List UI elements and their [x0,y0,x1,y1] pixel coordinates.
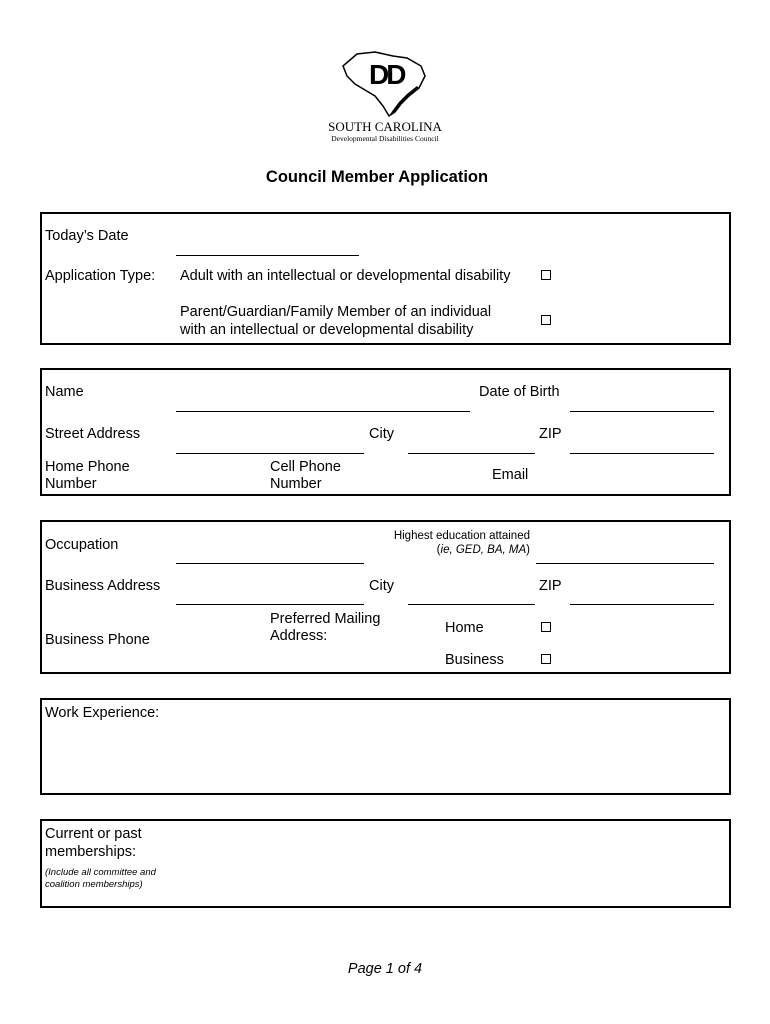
memberships-label-line2: memberships: [45,844,137,860]
zip-label: ZIP [539,426,562,442]
option-adult-checkbox[interactable] [541,270,551,280]
memberships-note-line1: (Include all committee and [45,867,156,878]
memberships-note-line2: coalition memberships) [45,879,143,890]
business-city-field[interactable] [408,604,535,605]
street-address-field[interactable] [176,453,364,454]
occupation-field[interactable] [176,563,364,564]
memberships-label-line1: Current or past [45,826,142,842]
preferred-mailing-label-line1: Preferred Mailing [270,611,381,627]
home-phone-label-line1: Home Phone [45,459,130,475]
city-label: City [369,426,394,442]
mailing-home-checkbox[interactable] [541,622,551,632]
org-name: SOUTH CAROLINA [328,119,442,134]
logo-text: DD [369,59,404,90]
work-experience-label: Work Experience: [45,705,160,721]
cell-phone-label-line2: Number [270,476,322,492]
dob-field[interactable] [570,411,714,412]
mailing-business-label: Business [445,652,504,668]
option-parent-label-line1: Parent/Guardian/Family Member of an individual [180,304,492,320]
business-zip-field[interactable] [570,604,714,605]
todays-date-label: Today’s Date [45,228,129,244]
page-title: Council Member Application [265,168,489,186]
education-label-line1: Highest education attained [393,530,530,542]
name-field[interactable] [176,411,470,412]
occupation-label: Occupation [45,537,119,553]
home-phone-label-line2: Number [45,476,97,492]
todays-date-field[interactable] [176,255,359,256]
mailing-business-checkbox[interactable] [541,654,551,664]
email-label: Email [492,467,529,483]
city-field[interactable] [408,453,535,454]
memberships-section[interactable] [40,819,731,908]
name-label: Name [45,384,84,400]
business-city-label: City [369,578,394,594]
education-examples: ie, GED, BA, MA [440,544,527,556]
option-parent-checkbox[interactable] [541,315,551,325]
option-parent-label-line2: with an intellectual or developmental disability [180,322,474,338]
street-address-label: Street Address [45,426,141,442]
business-address-label: Business Address [45,578,161,594]
option-adult-label: Adult with an intellectual or developmental disability [180,268,511,284]
cell-phone-label-line1: Cell Phone [270,459,341,475]
education-label-line2: (ie, GED, BA, MA) [436,544,530,556]
preferred-mailing-label-line2: Address: [270,628,328,644]
page-number: Page 1 of 4 [347,961,423,977]
business-phone-label: Business Phone [45,632,150,648]
application-type-label: Application Type: [45,268,156,284]
org-logo [335,46,435,120]
org-subtitle: Developmental Disabilities Council [331,134,439,143]
zip-field[interactable] [570,453,714,454]
mailing-home-label: Home [445,620,484,636]
business-zip-label: ZIP [539,578,562,594]
education-field[interactable] [536,563,714,564]
business-address-field[interactable] [176,604,364,605]
dob-label: Date of Birth [479,384,560,400]
